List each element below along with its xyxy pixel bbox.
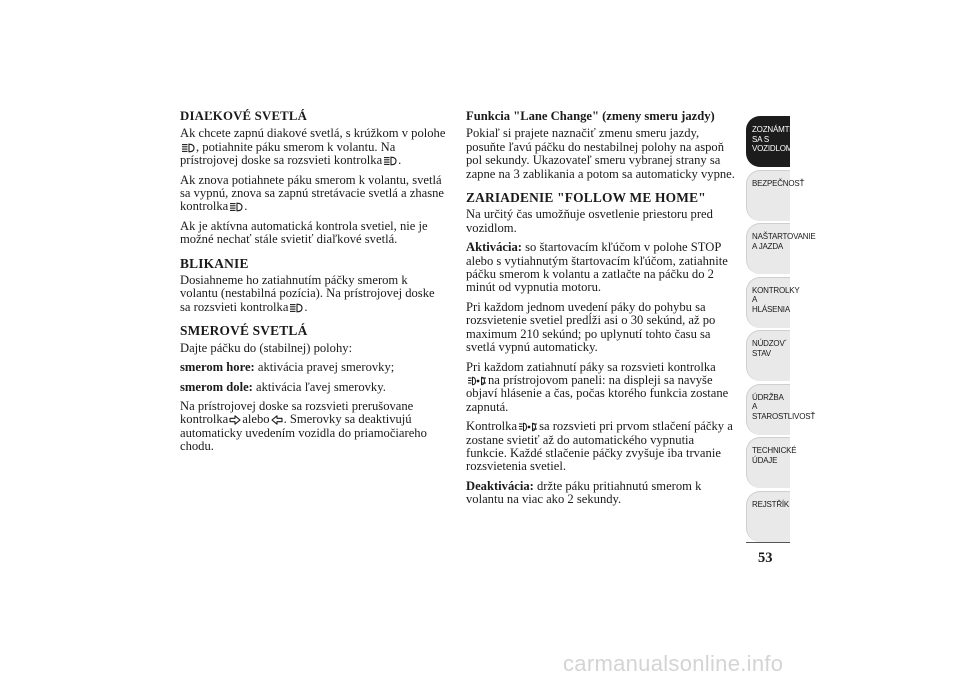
tab-warning-lights-and-messages[interactable]: KONTROLKY A HLÁSENIA xyxy=(746,277,790,328)
high-beams-paragraph-1: Ak chcete zapnú diakové svetlá, s krúžkom v polohe , potiahnite páku smerom k volantu. Na prístrojovej doske sa rozsvieti kontrolka . xyxy=(180,126,446,168)
high-beam-icon xyxy=(383,156,397,166)
tab-emergency[interactable]: NÚDZOV´ STAV xyxy=(746,330,790,381)
follow-me-home-title: ZARIADENIE "FOLLOW ME HOME" xyxy=(466,190,706,206)
high-beam-icon xyxy=(181,143,195,153)
follow-me-home-paragraph-4: Pri každom zatiahnutí páky sa rozsvieti kontrolka na prístrojovom paneli: na displeji sa navyše objaví hlásenie a čas, počas ktorého funkcia zostane zapnutá. xyxy=(466,359,729,414)
follow-me-home-activation: Aktivácia: so štartovacím kľúčom v polohe STOP alebo s vytiahnutým štartovacím kľúčom, zatiahnite páčku smerom k volantu a zatlačte na páčku do 2 minút od vypnutia motoru. xyxy=(466,240,728,295)
page-number: 53 xyxy=(758,550,773,566)
high-beams-paragraph-2: Ak znova potiahnete páku smerom k volantu, svetlá sa vypnú, znova sa zapnú stretávacie svetlá a zhasne kontrolka . xyxy=(180,172,445,214)
high-beam-icon xyxy=(229,202,243,212)
high-beams-paragraph-3: Ak je aktívna automatická kontrola svetiel, nie je možné nechať stále svietiť diaľkové svetlá. xyxy=(180,218,428,247)
high-beams-title: DIAĽKOVÉ SVETLÁ xyxy=(180,109,308,123)
left-column xyxy=(180,110,448,460)
tab-safety[interactable]: BEZPEČNOSŤ xyxy=(746,170,790,221)
lane-change-paragraph: Pokiaľ si prajete naznačiť zmenu smeru jazdy, posuňte ľavú páčku do nestabilnej polohy na aspoň pol sekundy. Ukazovateľ smeru vybranej strany sa zapne na 3 zablikania a potom sa automaticky vypne. xyxy=(466,126,735,181)
follow-me-home-icon xyxy=(518,422,538,432)
follow-me-home-icon xyxy=(467,376,487,386)
follow-me-home-paragraph-5: Kontrolka sa rozsvieti pri prvom stlačení páčky a zostane svietiť až do automatického vypnutia funkcie. Každé stlačenie páčky zvyšuje iba trvanie rozsvietenia svetiel. xyxy=(466,419,733,474)
tab-index[interactable]: REJSTŘÍK xyxy=(746,491,790,542)
tab-getting-to-know-vehicle[interactable]: ZOZNÁMTE SA S VOZIDLOM xyxy=(746,116,790,167)
tab-maintenance-and-care[interactable]: ÚDRŽBA A STAROSTLIVOSŤ xyxy=(746,384,790,435)
turn-signals-paragraph-4: Na prístrojovej doske sa rozsvieti prerušovane kontrolka alebo . Smerovky sa deaktivujú automaticky uvedením vozidla do priamočiareho chodu. xyxy=(180,398,427,454)
turn-signals-title: SMEROVÉ SVETLÁ xyxy=(180,323,308,339)
follow-me-home-paragraph-3: Pri každom jednom uvedení páky do pohybu sa rozsvietenie svetiel predĺži asi o 30 sekúnd, až po maximum 210 sekúnd; po uplynutí tohto času sa svetlá vypnú automaticky. xyxy=(466,299,716,355)
tabs-bottom-divider xyxy=(746,542,790,543)
tab-technical-data[interactable]: TECHNICKÉ ÚDAJE xyxy=(746,437,790,488)
turn-signals-up: smerom hore: aktivácia pravej smerovky; xyxy=(180,360,395,375)
turn-signals-down: smerom dole: aktivácia ľavej smerovky. xyxy=(180,379,386,394)
turn-left-arrow-icon xyxy=(271,415,283,425)
watermark: carmanualsonline.info xyxy=(563,651,784,676)
follow-me-home-deactivation: Deaktivácia: držte páku pritiahnutú smerom k volantu na viac ako 2 sekundy. xyxy=(466,478,702,507)
turn-signals-paragraph-1: Dajte páčku do (stabilnej) polohy: xyxy=(180,340,353,355)
flashing-title: BLIKANIE xyxy=(180,255,249,271)
tab-starting-and-driving[interactable]: NAŠTARTOVANIE A JAZDA xyxy=(746,223,790,274)
lane-change-title: Funkcia "Lane Change" (zmeny smeru jazdy) xyxy=(466,109,715,123)
flashing-paragraph: Dosiahneme ho zatiahnutím páčky smerom k volantu (nestabilná pozícia). Na prístrojovej doske sa rozsvieti kontrolka . xyxy=(180,273,435,314)
follow-me-home-paragraph-1: Na určitý čas umožňuje osvetlenie priestoru pred vozidlom. xyxy=(466,207,713,235)
right-column xyxy=(466,110,738,513)
chapter-tabs xyxy=(746,116,816,544)
turn-right-arrow-icon xyxy=(229,415,241,425)
high-beam-icon xyxy=(289,303,303,313)
